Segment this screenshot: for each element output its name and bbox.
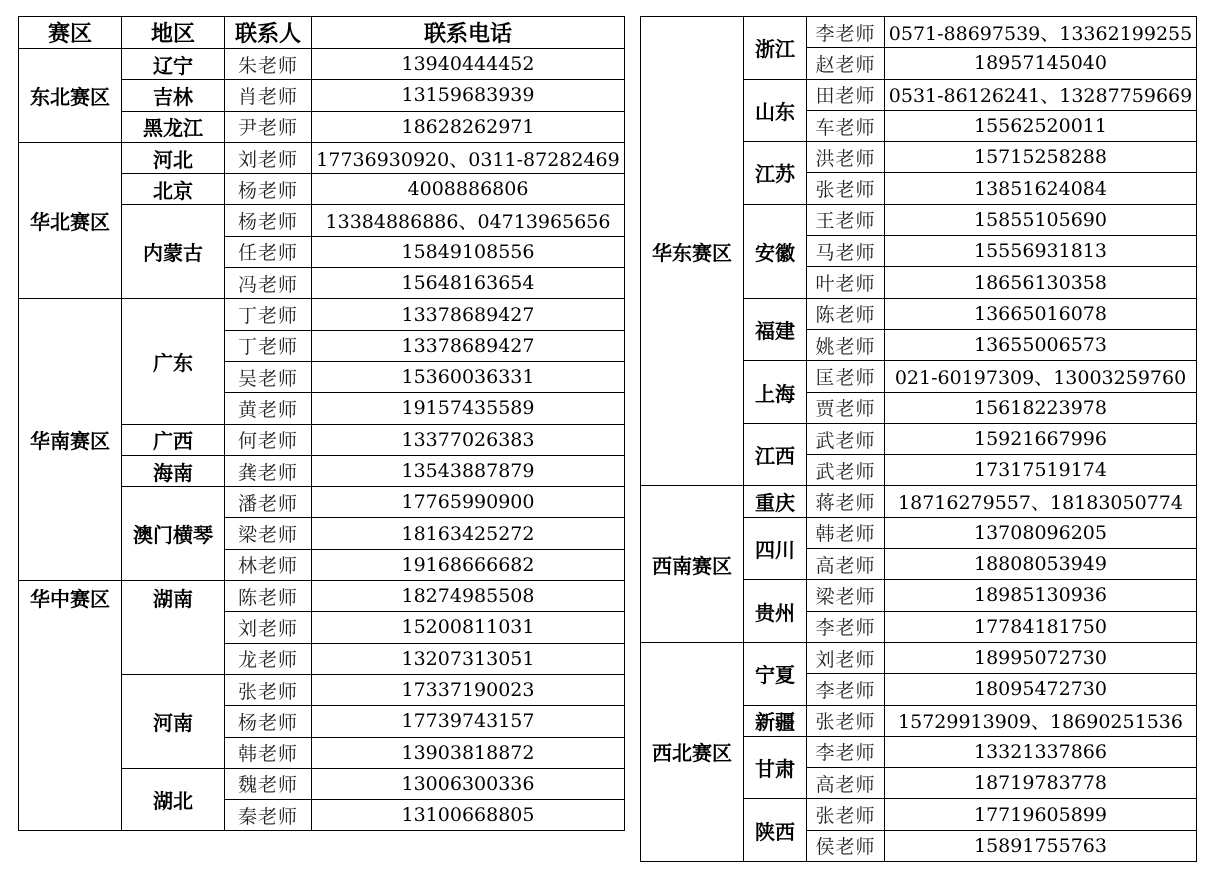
phone-cell: 18716279557、18183050774 — [885, 486, 1197, 517]
contact-name-cell: 黄老师 — [225, 393, 312, 424]
phone-cell: 17719605899 — [885, 799, 1197, 830]
phone-cell: 0571-88697539、13362199255 — [885, 17, 1197, 48]
contact-name-cell: 李老师 — [807, 736, 885, 767]
contact-name-cell: 梁老师 — [225, 518, 312, 549]
left-table-body — [19, 49, 625, 831]
phone-cell: 18957145040 — [885, 48, 1197, 79]
province-cell: 河南 — [122, 674, 225, 768]
phone-cell: 13100668805 — [312, 800, 625, 831]
phone-cell: 13665016078 — [885, 298, 1197, 329]
contact-name-cell: 武老师 — [807, 455, 885, 486]
contact-name-cell: 张老师 — [807, 705, 885, 736]
phone-cell: 4008886806 — [312, 174, 625, 205]
table-row — [19, 49, 625, 80]
right-contact-table — [640, 16, 1197, 862]
phone-cell: 15891755763 — [885, 830, 1197, 861]
phone-cell: 13903818872 — [312, 737, 625, 768]
contact-name-cell: 高老师 — [807, 768, 885, 799]
phone-cell: 13655006573 — [885, 329, 1197, 360]
contact-name-cell: 张老师 — [807, 173, 885, 204]
province-cell: 山东 — [744, 79, 807, 142]
table-row — [641, 486, 1197, 517]
phone-cell: 17739743157 — [312, 706, 625, 737]
contact-name-cell: 张老师 — [807, 799, 885, 830]
contact-name-cell: 潘老师 — [225, 487, 312, 518]
contact-name-cell: 朱老师 — [225, 49, 312, 80]
contact-name-cell: 李老师 — [807, 611, 885, 642]
phone-cell: 18985130936 — [885, 580, 1197, 611]
table-row — [641, 17, 1197, 48]
phone-cell: 15849108556 — [312, 236, 625, 267]
phone-cell: 13321337866 — [885, 736, 1197, 767]
province-cell: 福建 — [744, 298, 807, 361]
table-row — [19, 299, 625, 330]
contact-name-cell: 田老师 — [807, 79, 885, 110]
contact-name-cell: 任老师 — [225, 236, 312, 267]
province-cell: 陕西 — [744, 799, 807, 862]
header-contact: 联系人 — [225, 17, 312, 49]
region-cell: 华南赛区 — [19, 299, 122, 581]
province-cell: 甘肃 — [744, 736, 807, 799]
phone-cell: 13384886886、04713965656 — [312, 205, 625, 236]
contact-name-cell: 侯老师 — [807, 830, 885, 861]
phone-cell: 13708096205 — [885, 517, 1197, 548]
phone-cell: 13851624084 — [885, 173, 1197, 204]
contact-name-cell: 尹老师 — [225, 111, 312, 142]
phone-cell: 15200811031 — [312, 612, 625, 643]
province-cell: 湖北 — [122, 768, 225, 831]
contact-name-cell: 高老师 — [807, 549, 885, 580]
phone-cell: 13377026383 — [312, 424, 625, 455]
phone-cell: 18808053949 — [885, 549, 1197, 580]
phone-cell: 18163425272 — [312, 518, 625, 549]
contact-name-cell: 匡老师 — [807, 361, 885, 392]
province-cell: 北京 — [122, 174, 225, 205]
phone-cell: 13378689427 — [312, 299, 625, 330]
province-cell: 贵州 — [744, 580, 807, 643]
contact-name-cell: 赵老师 — [807, 48, 885, 79]
contact-name-cell: 姚老师 — [807, 329, 885, 360]
phone-cell: 17765990900 — [312, 487, 625, 518]
contact-name-cell: 叶老师 — [807, 267, 885, 298]
province-cell: 广东 — [122, 299, 225, 424]
right-table-body — [641, 17, 1197, 862]
phone-cell: 18628262971 — [312, 111, 625, 142]
table-row — [19, 142, 625, 173]
contact-name-cell: 贾老师 — [807, 392, 885, 423]
phone-cell: 18719783778 — [885, 768, 1197, 799]
province-cell: 海南 — [122, 455, 225, 486]
contact-name-cell: 丁老师 — [225, 330, 312, 361]
phone-cell: 17736930920、0311-87282469 — [312, 142, 625, 173]
phone-cell: 19157435589 — [312, 393, 625, 424]
phone-cell: 0531-86126241、13287759669 — [885, 79, 1197, 110]
contact-name-cell: 韩老师 — [225, 737, 312, 768]
contact-name-cell: 马老师 — [807, 236, 885, 267]
phone-cell: 13940444452 — [312, 49, 625, 80]
contact-name-cell: 杨老师 — [225, 706, 312, 737]
phone-cell: 13159683939 — [312, 80, 625, 111]
contact-name-cell: 冯老师 — [225, 268, 312, 299]
contact-name-cell: 龚老师 — [225, 455, 312, 486]
header-phone: 联系电话 — [312, 17, 625, 49]
phone-cell: 15360036331 — [312, 361, 625, 392]
contact-name-cell: 吴老师 — [225, 361, 312, 392]
province-cell: 江西 — [744, 423, 807, 486]
phone-cell: 13543887879 — [312, 455, 625, 486]
region-cell: 华东赛区 — [641, 17, 744, 486]
contact-name-cell: 刘老师 — [807, 642, 885, 673]
contact-name-cell: 陈老师 — [225, 581, 312, 612]
phone-cell: 15618223978 — [885, 392, 1197, 423]
phone-cell: 13006300336 — [312, 768, 625, 799]
header-province: 地区 — [122, 17, 225, 49]
region-cell: 西南赛区 — [641, 486, 744, 642]
province-cell: 吉林 — [122, 80, 225, 111]
phone-cell: 15855105690 — [885, 204, 1197, 235]
phone-cell: 18656130358 — [885, 267, 1197, 298]
contact-name-cell: 龙老师 — [225, 643, 312, 674]
region-cell: 华北赛区 — [19, 142, 122, 298]
contact-name-cell: 肖老师 — [225, 80, 312, 111]
contact-name-cell: 何老师 — [225, 424, 312, 455]
province-cell: 浙江 — [744, 17, 807, 80]
table-header-row — [19, 17, 625, 49]
header-region: 赛区 — [19, 17, 122, 49]
phone-cell: 17317519174 — [885, 455, 1197, 486]
phone-cell: 15648163654 — [312, 268, 625, 299]
phone-cell: 18095472730 — [885, 674, 1197, 705]
province-cell: 宁夏 — [744, 642, 807, 705]
phone-cell: 18995072730 — [885, 642, 1197, 673]
phone-cell: 15556931813 — [885, 236, 1197, 267]
phone-cell: 13378689427 — [312, 330, 625, 361]
contact-name-cell: 张老师 — [225, 674, 312, 705]
province-cell: 黑龙江 — [122, 111, 225, 142]
province-cell: 安徽 — [744, 204, 807, 298]
phone-cell: 19168666682 — [312, 549, 625, 580]
province-cell: 湖南 — [122, 581, 225, 675]
contact-name-cell: 梁老师 — [807, 580, 885, 611]
phone-cell: 021-60197309、13003259760 — [885, 361, 1197, 392]
contact-name-cell: 魏老师 — [225, 768, 312, 799]
region-cell: 东北赛区 — [19, 49, 122, 143]
contact-name-cell: 丁老师 — [225, 299, 312, 330]
province-cell: 新疆 — [744, 705, 807, 736]
province-cell: 辽宁 — [122, 49, 225, 80]
contact-name-cell: 李老师 — [807, 17, 885, 48]
phone-cell: 18274985508 — [312, 581, 625, 612]
province-cell: 重庆 — [744, 486, 807, 517]
province-cell: 内蒙古 — [122, 205, 225, 299]
left-contact-table — [18, 16, 625, 831]
contact-name-cell: 杨老师 — [225, 205, 312, 236]
phone-cell: 13207313051 — [312, 643, 625, 674]
province-cell: 河北 — [122, 142, 225, 173]
province-cell: 澳门横琴 — [122, 487, 225, 581]
contact-name-cell: 刘老师 — [225, 612, 312, 643]
phone-cell: 17337190023 — [312, 674, 625, 705]
contact-name-cell: 王老师 — [807, 204, 885, 235]
phone-cell: 17784181750 — [885, 611, 1197, 642]
phone-cell: 15562520011 — [885, 110, 1197, 141]
table-row — [19, 581, 625, 612]
province-cell: 上海 — [744, 361, 807, 424]
phone-cell: 15715258288 — [885, 142, 1197, 173]
contact-name-cell: 蒋老师 — [807, 486, 885, 517]
contact-name-cell: 洪老师 — [807, 142, 885, 173]
contact-name-cell: 杨老师 — [225, 174, 312, 205]
contact-name-cell: 车老师 — [807, 110, 885, 141]
province-cell: 广西 — [122, 424, 225, 455]
table-row — [641, 642, 1197, 673]
contact-name-cell: 武老师 — [807, 423, 885, 454]
contact-name-cell: 秦老师 — [225, 800, 312, 831]
province-cell: 四川 — [744, 517, 807, 580]
region-cell: 西北赛区 — [641, 642, 744, 861]
phone-cell: 15921667996 — [885, 423, 1197, 454]
region-cell: 华中赛区 — [19, 581, 122, 831]
contact-name-cell: 刘老师 — [225, 142, 312, 173]
contact-name-cell: 韩老师 — [807, 517, 885, 548]
contact-name-cell: 陈老师 — [807, 298, 885, 329]
phone-cell: 15729913909、18690251536 — [885, 705, 1197, 736]
contact-name-cell: 李老师 — [807, 674, 885, 705]
province-cell: 江苏 — [744, 142, 807, 205]
contact-name-cell: 林老师 — [225, 549, 312, 580]
